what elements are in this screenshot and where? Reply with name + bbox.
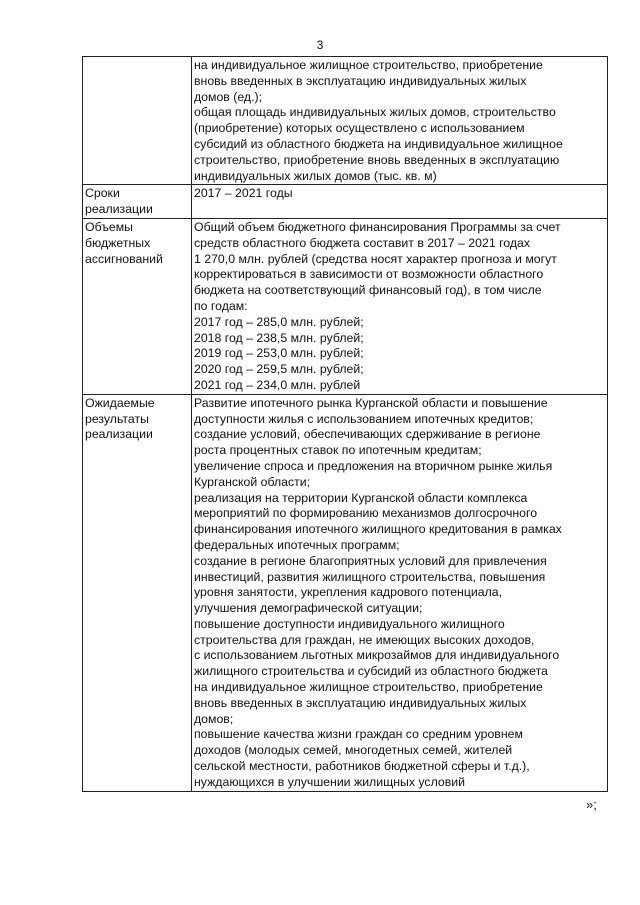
content-line: жилищного строительства и субсидий из областного бюджета [194,664,548,679]
content-line: повышение качества жизни граждан со средним уровнем [194,727,523,742]
content-line: федеральных ипотечных программ; [194,537,400,552]
content-line: увеличение спроса и предложения на вторичном рынке жилья [194,458,553,473]
content-line: (приобретение) которых осуществлено с использованием [194,121,525,136]
content-line: бюджета на соответствующий финансовый год), в том числе [194,283,542,298]
content-line: с использованием льготных микрозаймов для индивидуального [194,648,560,663]
content-line: 2021 год – 234,0 млн. рублей [194,377,361,392]
content-line: повышение доступности индивидуального жилищного [194,616,505,631]
content-line: домов; [194,711,234,726]
content-line: общая площадь индивидуальных жилых домов, строительство [194,105,556,120]
content-line: строительство, приобретение вновь введенных в эксплуатацию [194,152,560,167]
content-line: Курганской области; [194,474,311,489]
content-line: мероприятий по формированию механизмов долгосрочного [194,506,538,521]
content-line: сельской местности, работников бюджетной сферы и т.д.), [194,759,530,774]
content-line: по годам: [194,298,248,313]
content-line: финансирования ипотечного жилищного кредитования в рамках [194,522,562,537]
row-label: Объемы бюджетных ассигнований [83,218,192,394]
content-line: 2020 год – 259,5 млн. рублей; [194,362,364,377]
table-row-results [83,394,608,791]
content-line: вновь введенных в эксплуатацию индивидуальных жилых [194,695,527,710]
row-content [192,394,608,791]
content-line: вновь введенных в эксплуатацию индивидуальных жилых [194,73,527,88]
content-line: средств областного бюджета составит в 2017 – 2021 годах [194,235,531,250]
row-label [83,57,192,185]
content-line: доходов (молодых семей, многодетных семей, жителей [194,743,513,758]
page-number: 3 [316,38,324,52]
content-line: роста процентных ставок по ипотечным кредитам; [194,443,482,458]
table-row-indicators [83,57,608,185]
row-content [192,185,608,219]
row-content [192,57,608,185]
content-line: создание в регионе благоприятных условий для привлечения [194,553,547,568]
content-line: доступности жилья с использованием ипотечных кредитов; [194,411,534,426]
content-line: на индивидуальное жилищное строительство, приобретение [194,680,543,695]
program-passport-table [82,56,608,792]
content-line: на индивидуальное жилищное строительство, приобретение [194,58,543,72]
content-line: улучшения демографической ситуации; [194,601,423,616]
content-line: Общий объем бюджетного финансирования Программы за счет [194,219,561,234]
content-line: Развитие ипотечного рынка Курганской области и повышение [194,395,548,410]
content-line: создание условий, обеспечивающих сдерживание в регионе [194,427,541,442]
content-line: 1 270,0 млн. рублей (средства носят характер прогноза и могут [194,251,557,266]
content-line: корректироваться в зависимости от возможности областного [194,267,544,282]
content-line: индивидуальных жилых домов (тыс. кв. м) [194,168,437,183]
row-content [192,218,608,394]
content-line: 2018 год – 238,5 млн. рублей; [194,330,364,345]
closing-quote-mark: »; [586,797,597,812]
content-line: субсидий из областного бюджета на индивидуальное жилищное [194,136,563,151]
content-line: строительства для граждан, не имеющих высоких доходов, [194,632,535,647]
content-line: 2019 год – 253,0 млн. рублей; [194,346,364,361]
row-label: Ожидаемые результаты реализации [83,394,192,791]
table-row-budget [83,218,608,394]
content-line: инвестиций, развития жилищного строительства, повышения [194,569,546,584]
row-label: Сроки реализации [83,185,192,219]
content-line: уровня занятости, укрепления кадрового потенциала, [194,585,503,600]
content-line: 2017 – 2021 годы [194,186,293,201]
content-line: реализация на территории Курганской области комплекса [194,490,528,505]
content-line: 2017 год – 285,0 млн. рублей; [194,314,364,329]
table-row-period [83,185,608,219]
content-line: домов (ед.); [194,89,263,104]
content-line: нуждающихся в улучшении жилищных условий [194,774,465,789]
